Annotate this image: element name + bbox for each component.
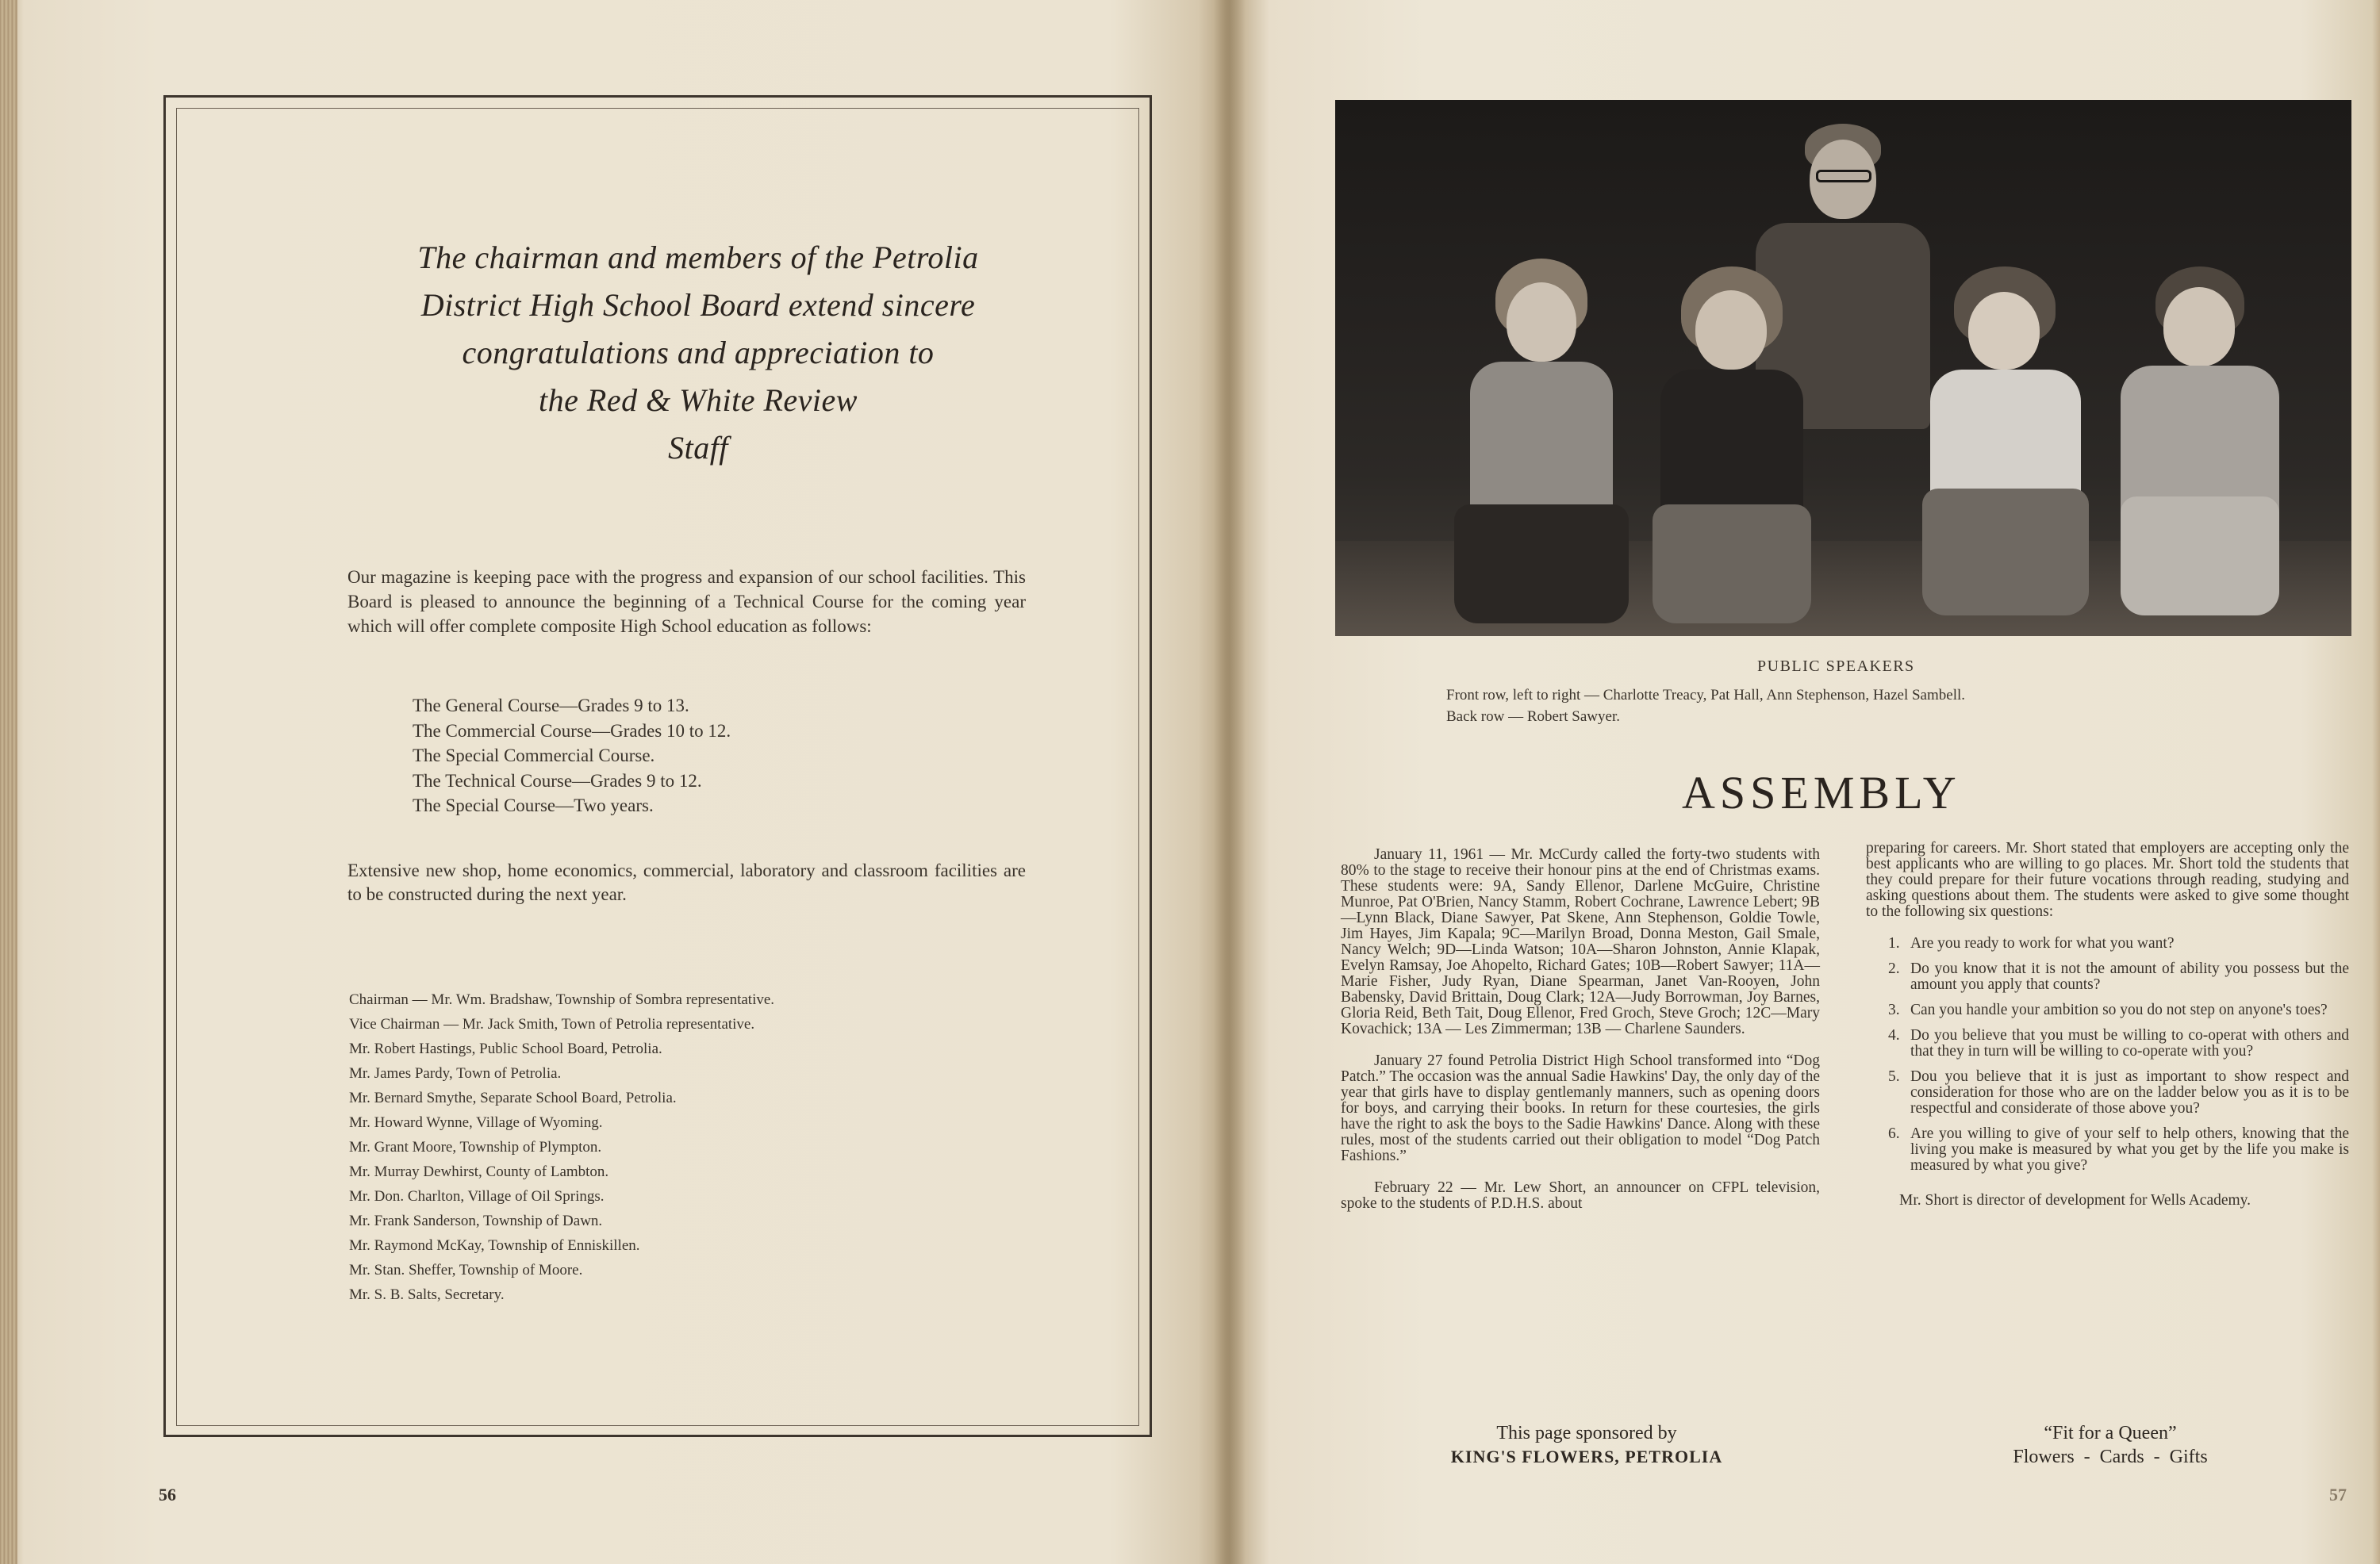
board-member: Mr. Frank Sanderson, Township of Dawn. bbox=[349, 1213, 603, 1229]
board-member: Mr. Murray Dewhirst, County of Lambton. bbox=[349, 1163, 609, 1180]
article-paragraph: January 27 found Petrolia District High School transformed into “Dog Patch.” The occasion was the annual Sadie Hawkins' Day, the only day of the year that girls have to display gentlemanly manners, such as opening doors for boys, and carrying their books. In return for these courtesies, the girls have the right to ask the boys to the Sadie Hawkins' Dance. Along with these rules, most of the students carried out their obligation to model “Dog Patch Fashions.” bbox=[1341, 1052, 1820, 1164]
article-paragraph: Mr. Short is director of development for Wells Academy. bbox=[1899, 1192, 2251, 1209]
board-member: Mr. Howard Wynne, Village of Wyoming. bbox=[349, 1114, 603, 1131]
sponsor-line: This page sponsored by bbox=[1496, 1423, 1677, 1443]
photo-person-seated bbox=[1653, 266, 1811, 636]
question-number: 1. bbox=[1888, 935, 1900, 952]
photo-person-seated bbox=[2113, 266, 2287, 636]
question-number: 2. bbox=[1888, 960, 1900, 977]
question-item bbox=[1866, 1069, 2349, 1117]
photo-person-seated bbox=[1462, 259, 1621, 636]
board-member: Mr. Stan. Sheffer, Township of Moore. bbox=[349, 1262, 583, 1278]
question-text: Do you know that it is not the amount of ability you possess but the amount you apply that counts? bbox=[1910, 960, 2349, 993]
question-number: 5. bbox=[1888, 1068, 1900, 1085]
section-title: ASSEMBLY bbox=[1682, 767, 1961, 818]
question-item bbox=[1866, 936, 2349, 952]
heading-line: District High School Board extend sincere bbox=[420, 287, 976, 323]
board-member: Mr. Raymond McKay, Township of Enniskillen. bbox=[349, 1237, 640, 1254]
board-member: Chairman — Mr. Wm. Bradshaw, Township of Sombra representative. bbox=[349, 991, 775, 1008]
article-column-left bbox=[1341, 847, 1820, 1228]
course-item: The Special Course—Two years. bbox=[413, 795, 654, 815]
question-text: Are you ready to work for what you want? bbox=[1910, 935, 2175, 952]
page-stack-edge bbox=[0, 0, 17, 1564]
heading-line: the Red & White Review bbox=[539, 382, 858, 418]
question-item bbox=[1866, 1126, 2349, 1174]
article-paragraph: February 22 — Mr. Lew Short, an announcer on CFPL television, spoke to the students of P.D.H.S. about bbox=[1341, 1179, 1820, 1212]
question-number: 6. bbox=[1888, 1125, 1900, 1142]
course-item: The Special Commercial Course. bbox=[413, 746, 655, 765]
heading-line: Staff bbox=[668, 430, 728, 466]
article-paragraph: preparing for careers. Mr. Short stated that employers are accepting only the best applicants who are willing to go places. Mr. Short told the students that they could prepare for their future vocations through reading, studying and asking questions about them. The students were asked to give some thought to the following six questions: bbox=[1866, 840, 2349, 920]
board-member: Mr. Don. Charlton, Village of Oil Springs. bbox=[349, 1188, 605, 1205]
board-member-list bbox=[349, 987, 1063, 1307]
course-item: The Commercial Course—Grades 10 to 12. bbox=[413, 720, 731, 741]
question-text: Are you willing to give of your self to help others, knowing that the living you make is measured by what you get by the life you make is measured by what you give? bbox=[1910, 1125, 2349, 1174]
sponsor-name: KING'S FLOWERS, PETROLIA bbox=[1450, 1447, 1723, 1466]
board-member: Vice Chairman — Mr. Jack Smith, Town of Petrolia representative. bbox=[349, 1016, 755, 1033]
course-list bbox=[413, 693, 968, 818]
page-number-right: 57 bbox=[2329, 1485, 2347, 1505]
heading-line: The chairman and members of the Petrolia bbox=[417, 240, 979, 275]
board-member: Mr. Grant Moore, Township of Plympton. bbox=[349, 1139, 602, 1156]
sponsor-slogan: “Fit for a Queen” bbox=[2044, 1423, 2177, 1443]
question-list bbox=[1866, 936, 2349, 1174]
heading-line: congratulations and appreciation to bbox=[462, 335, 935, 370]
article-column-right bbox=[1866, 841, 2349, 1225]
board-member: Mr. Bernard Smythe, Separate School Board, Petrolia. bbox=[349, 1090, 677, 1106]
question-number: 3. bbox=[1888, 1002, 1900, 1018]
photo-person-seated bbox=[1922, 266, 2089, 636]
board-member: Mr. S. B. Salts, Secretary. bbox=[349, 1286, 505, 1303]
question-number: 4. bbox=[1888, 1027, 1900, 1044]
question-item bbox=[1866, 1028, 2349, 1060]
question-text: Do you believe that you must be willing to co-operat with others and that they in turn will be willing to co-operate with you? bbox=[1910, 1027, 2349, 1060]
sponsor-slogan-block bbox=[1948, 1421, 2273, 1469]
photo-caption-title: PUBLIC SPEAKERS bbox=[1757, 657, 1915, 675]
page-number-left: 56 bbox=[159, 1485, 176, 1505]
photo-caption-front-row: Front row, left to right — Charlotte Treacy, Pat Hall, Ann Stephenson, Hazel Sambell. bbox=[1446, 687, 1965, 703]
board-member: Mr. Robert Hastings, Public School Board, Petrolia. bbox=[349, 1041, 662, 1057]
article-paragraph: January 11, 1961 — Mr. McCurdy called the forty-two students with 80% to the stage to receive their honour pins at the end of Christmas exams. These students were: 9A, Sandy Ellenor, Darlene McGuire, Christine Munroe, Pat O'Brien, Nancy Stamm, Robert Cochrane, Lawrence Lebert; 9B—Lynn Black, Diane Sawyer, Pat Skene, Ann Stephenson, Goldie Towle, Jim Hayes, Jim Kapala; 9C—Marilyn Broad, Donna Meston, Gail Smale, Nancy Welch; 9D—Linda Watson; 10A—Sharon Johnston, Annie Klapak, Evelyn Ramsay, Joe Ahopelto, Richard Gates; 10B—Robert Sawyer; 11A—Marie Fisher, Judy Ryan, Diane Spearman, Janet Van-Rooyen, John Babensky, David Brittain, Doug Clark; 12A—Judy Borrowman, Joy Barnes, Gloria Reid, Beth Tait, Doug Ellenor, Fred Groch, Steve Groch; 12C—Mary Kovachick; 13A — Les Zimmerman; 13B — Charlene Saunders. bbox=[1341, 846, 1820, 1037]
sponsor-block bbox=[1424, 1421, 1749, 1469]
facilities-paragraph: Extensive new shop, home economics, commercial, laboratory and classroom facilities are to be constructed during the next year. bbox=[347, 861, 1026, 904]
course-item: The Technical Course—Grades 9 to 12. bbox=[413, 770, 702, 791]
question-item bbox=[1866, 961, 2349, 993]
question-item bbox=[1866, 1002, 2349, 1018]
photo-caption-back-row: Back row — Robert Sawyer. bbox=[1446, 708, 1620, 725]
question-text: Dou you believe that it is just as important to show respect and consideration for those who are on the ladder below you as it is to be respectful and considerate of those above you? bbox=[1910, 1068, 2349, 1117]
board-member: Mr. James Pardy, Town of Petrolia. bbox=[349, 1065, 562, 1082]
intro-paragraph: Our magazine is keeping pace with the progress and expansion of our school facilities. This Board is pleased to announce the beginning of a Technical Course for the coming year which will offer complete composite High School education as follows: bbox=[347, 567, 1026, 636]
course-item: The General Course—Grades 9 to 13. bbox=[413, 696, 689, 715]
question-text: Can you handle your ambition so you do not step on anyone's toes? bbox=[1910, 1002, 2328, 1018]
public-speakers-photo bbox=[1335, 100, 2351, 636]
board-heading bbox=[301, 234, 1095, 472]
sponsor-products: Flowers - Cards - Gifts bbox=[2013, 1447, 2208, 1467]
book-gutter bbox=[1214, 0, 1246, 1564]
